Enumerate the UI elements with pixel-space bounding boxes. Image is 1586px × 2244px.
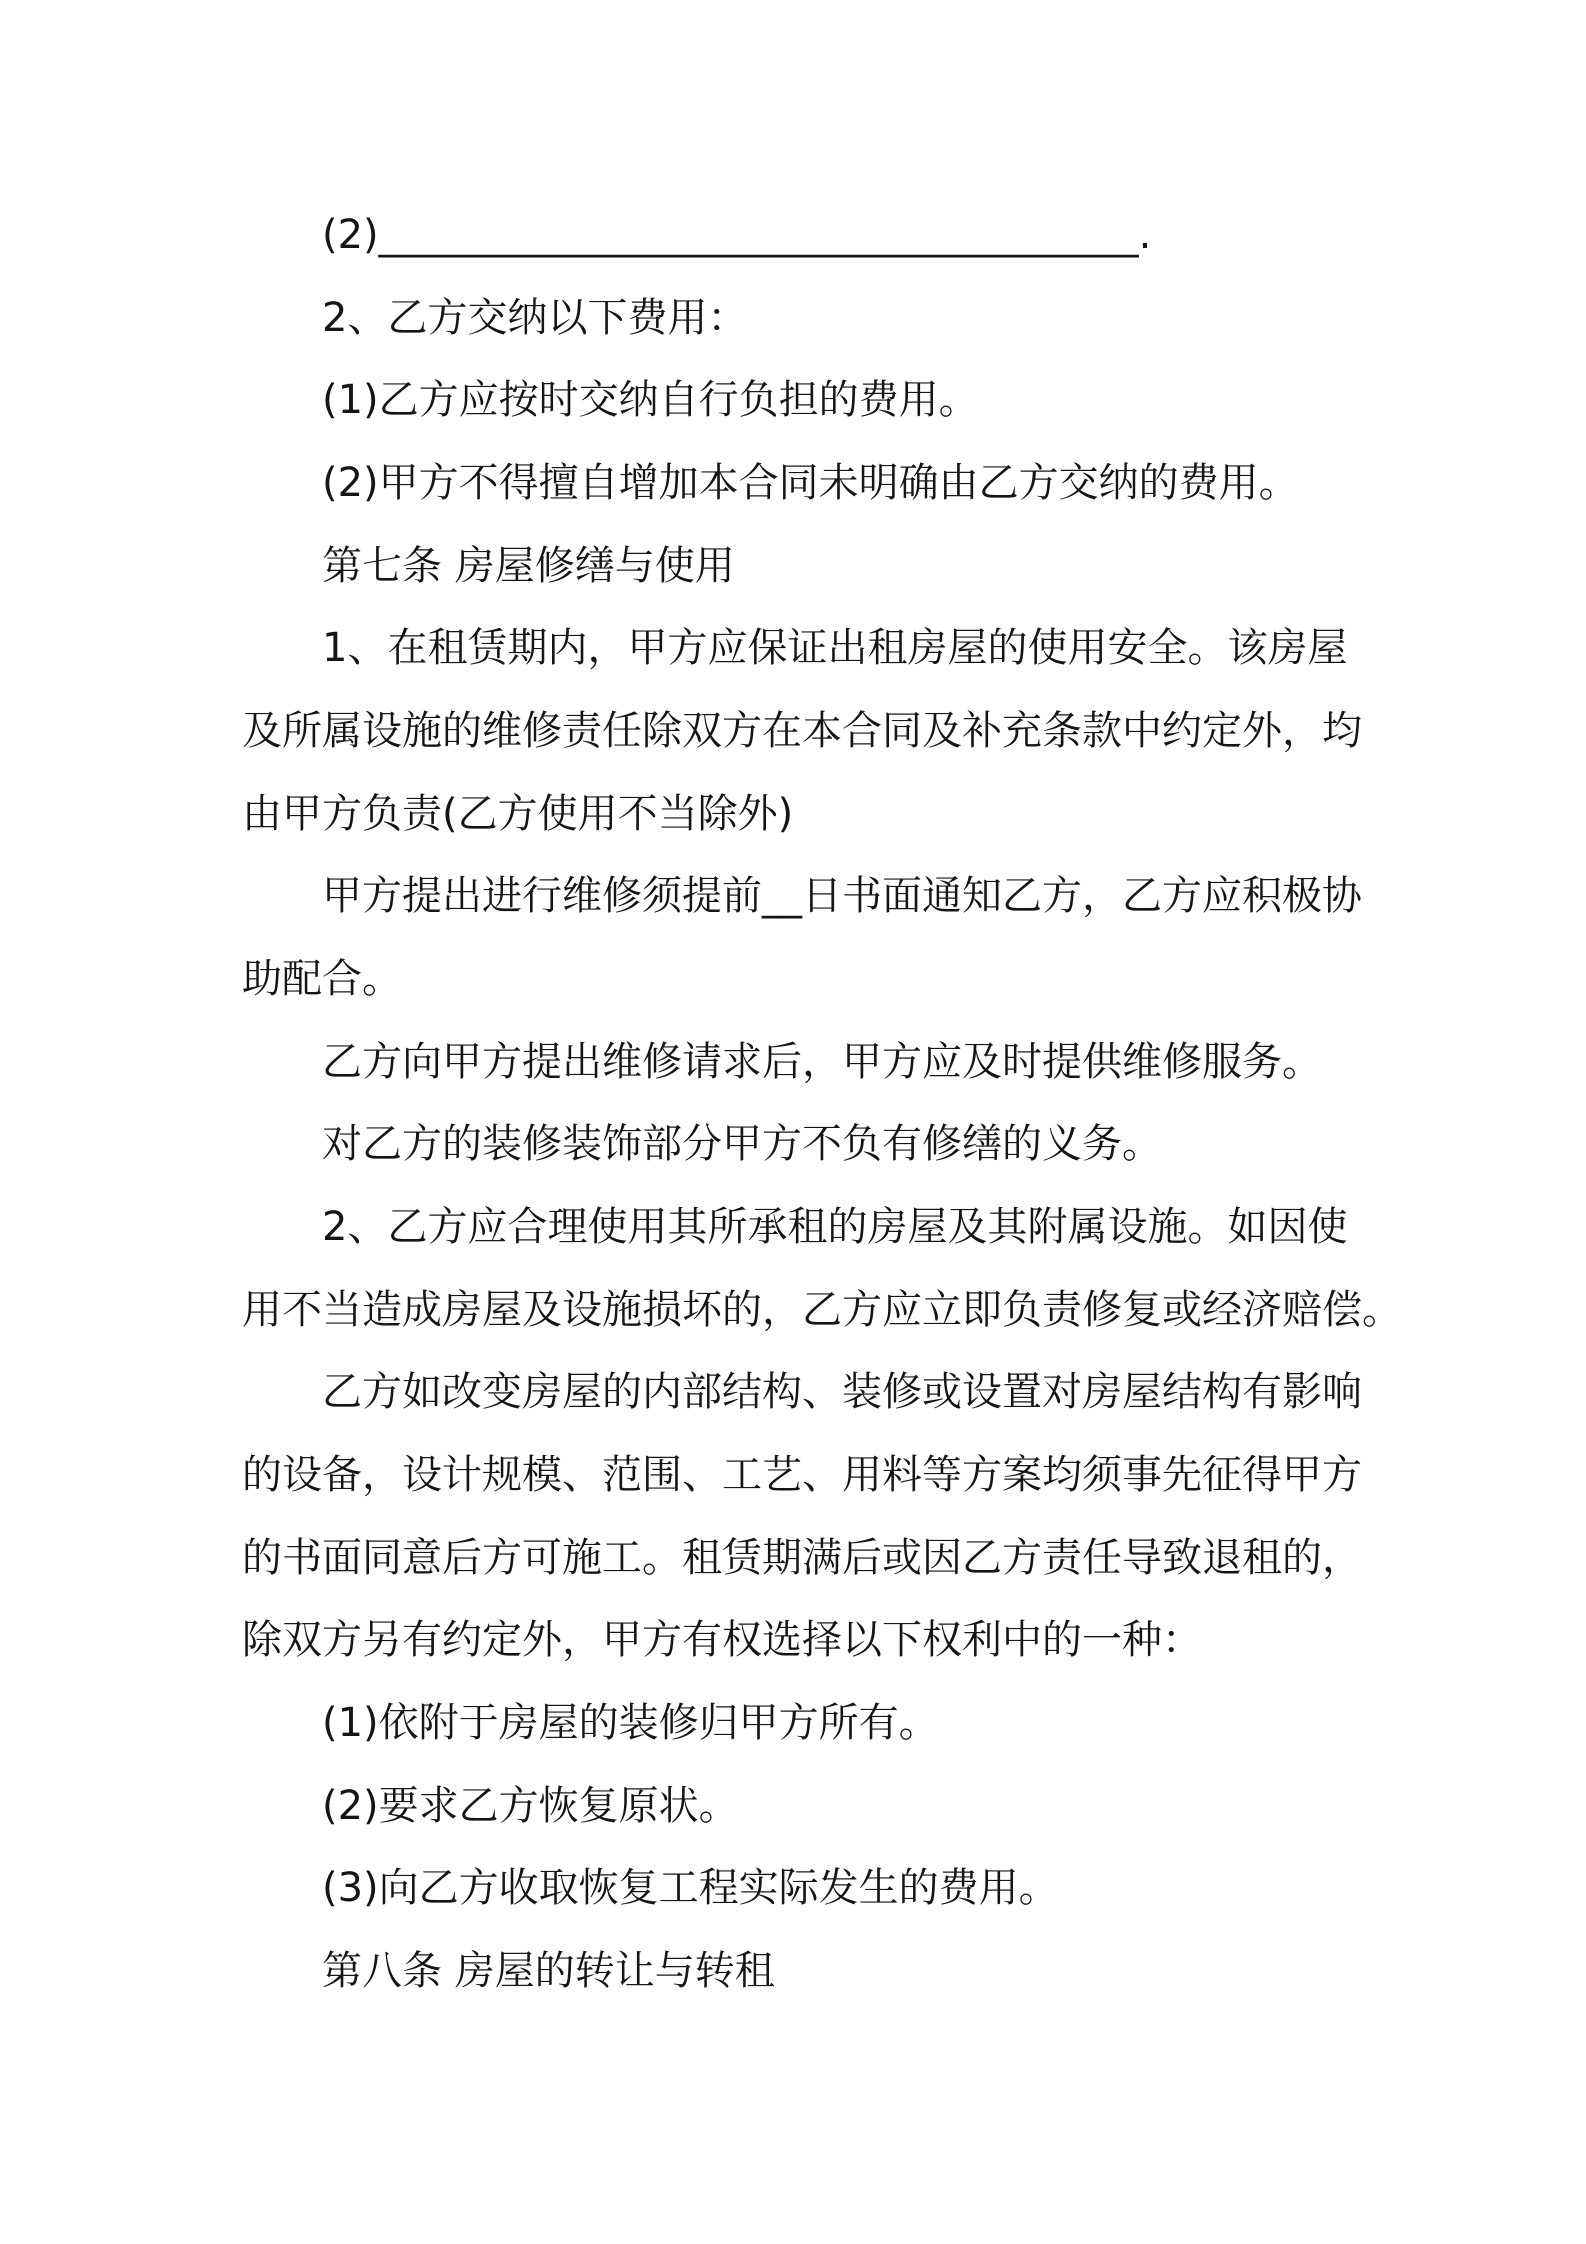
alteration-para-line-3: 的书面同意后方可施工。租赁期满后或因乙方责任导致退租的， [242, 1535, 1362, 1581]
article-7-heading: 第七条 房屋修缮与使用 [322, 543, 735, 589]
alteration-para-line-4: 除双方另有约定外，甲方有权选择以下权利中的一种： [242, 1617, 1202, 1663]
repair-notice-line-1: 甲方提出进行维修须提前__日书面通知乙方，乙方应积极协 [322, 873, 1362, 919]
article-7-para-2-line-2: 用不当造成房屋及设施损坏的，乙方应立即负责修复或经济赔偿。 [242, 1287, 1402, 1333]
article-7-para-1-line-2: 及所属设施的维修责任除双方在本合同及补充条款中约定外，均 [242, 708, 1362, 754]
article-8-heading: 第八条 房屋的转让与转租 [322, 1948, 775, 1994]
fee-item-2-blank: (2)______________________________________. [322, 212, 1152, 258]
decoration-para: 对乙方的装修装饰部分甲方不负有修缮的义务。 [322, 1121, 1162, 1167]
right-option-2: (2)要求乙方恢复原状。 [322, 1783, 739, 1829]
fee-item-1: (1)乙方应按时交纳自行负担的费用。 [322, 377, 979, 423]
alteration-para-line-1: 乙方如改变房屋的内部结构、装修或设置对房屋结构有影响 [322, 1369, 1362, 1415]
repair-request-para: 乙方向甲方提出维修请求后，甲方应及时提供维修服务。 [322, 1039, 1322, 1085]
article-7-para-2-line-1: 2、乙方应合理使用其所承租的房屋及其附属设施。如因使 [322, 1204, 1348, 1250]
alteration-para-line-2: 的设备，设计规模、范围、工艺、用料等方案均须事先征得甲方 [242, 1452, 1362, 1498]
repair-notice-line-2: 助配合。 [242, 956, 402, 1002]
article-7-para-1-line-1: 1、在租赁期内，甲方应保证出租房屋的使用安全。该房屋 [322, 625, 1348, 671]
fee-item-2: (2)甲方不得擅自增加本合同未明确由乙方交纳的费用。 [322, 460, 1299, 506]
right-option-1: (1)依附于房屋的装修归甲方所有。 [322, 1700, 939, 1746]
article-7-para-1-line-3: 由甲方负责(乙方使用不当除外) [242, 791, 794, 837]
clause-2-fees-heading: 2、乙方交纳以下费用： [322, 295, 748, 341]
right-option-3: (3)向乙方收取恢复工程实际发生的费用。 [322, 1865, 1059, 1911]
